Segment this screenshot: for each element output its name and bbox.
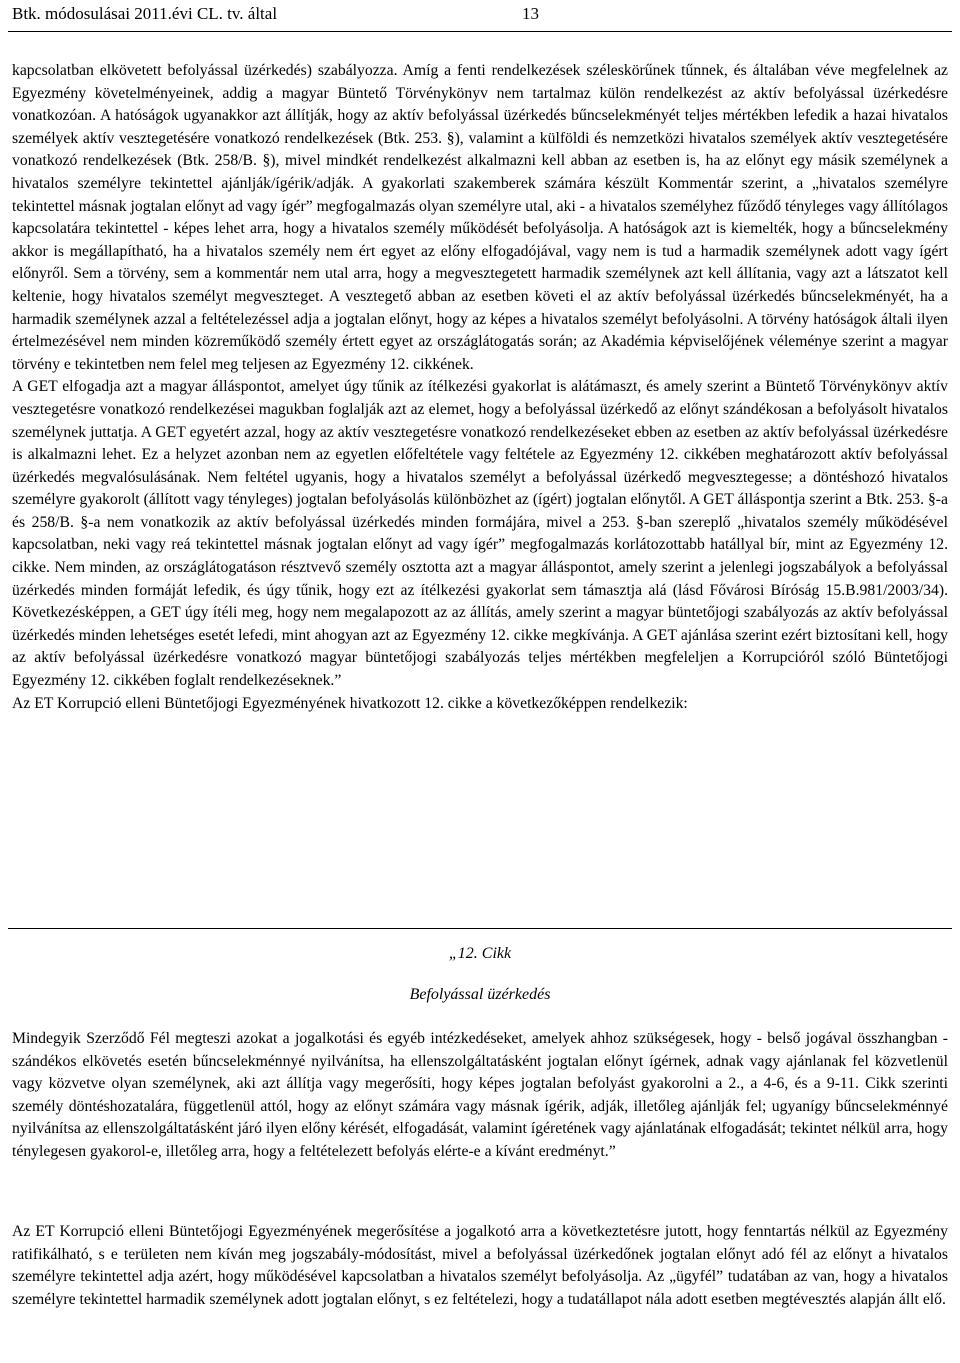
quoted-article [12, 943, 948, 1164]
page-header [12, 4, 948, 24]
paragraph-3: Az ET Korrupció elleni Büntetőjogi Egyezményének hivatkozott 12. cikke a következőképpen rendelkezik: [12, 694, 688, 712]
paragraph-1: kapcsolatban elkövetett befolyással üzérkedés) szabályozza. Amíg a fenti rendelkezések széleskörűnek tűnnek, és általában véve megfelelnek az Egyezmény követelményeinek, addig a magyar Büntető Törvénykönyv nem tartalmaz külön rendelkezést az aktív befolyással üzérkedésre vonatkozóan. A hatóságok ugyanakkor azt állítják, hogy az aktív befolyással üzérkedés bűncselekményét teljes mértékben lefedik a hazai hivatalos személyek aktív vesztegetésére vonatkozó rendelkezések (Btk. 253. §), valamint a külföldi és nemzetközi hivatalos személyek aktív vesztegetésére vonatkozó rendelkezések (Btk. 258/B. §), mivel mindkét rendelkezést alkalmazni kell abban az esetben is, ha az előnyt egy másik személynek a hivatalos személyre tekintettel ajánlják/ígérik/adják. A gyakorlati szakemberek számára készült Kommentár szerint, a „hivatalos személyre tekintettel másnak jogtalan előnyt ad vagy ígér” megfogalmazás olyan személyre utal, aki - a hivatalos személyhez fűződő tényleges vagy állítólagos kapcsolatára tekintettel - képes lehet arra, hogy a hivatalos személy működését befolyásolja. A hatóságok azt is kiemelték, hogy a bűncselekmény akkor is megállapítható, ha a hivatalos személy nem ért egyet az előny elfogadójával, vagy nem is tud a harmadik személynek adott vagy ígért előnyről. Sem a törvény, sem a kommentár nem utal arra, hogy a megvesztegetett harmadik személynek azt kell állítania, vagy azt a látszatot kell keltenie, hogy hivatalos személyt megveszteget. A vesztegető abban az esetben követi el az aktív befolyással üzérkedés bűncselekményét, ha a harmadik személynek azzal a feltételezéssel adja a jogtalan előnyt, hogy az képes a hivatalos személyt befolyásolni. A törvény hatóságok általi ilyen értelmezésével nem minden közreműködő személy értett egyet az országlátogatás során; az Akadémia képviselőjének véleménye szerint a magyar törvény e tekintetben nem felel meg teljesen az Egyezmény 12. cikkének. [12, 62, 948, 373]
page-number: 13 [522, 4, 539, 23]
article-subtitle: Befolyással üzérkedés [409, 986, 551, 1003]
closing-paragraph-block [12, 1221, 948, 1311]
header-title: Btk. módosulásai 2011.évi CL. tv. által [12, 4, 278, 23]
main-text [12, 60, 948, 715]
article-text: Mindegyik Szerződő Fél megteszi azokat a jogalkotási és egyéb intézkedéseket, amelyek ahhoz szükségesek, hogy - belső jogával összhangban - szándékos elkövetés esetén bűncselekménnyé nyilvánítsa, ha ellenszolgáltatásként jogtalan előnyt ígérnek, adnak vagy ajánlanak fel közvetlenül vagy közvetve olyan személynek, aki azt állítja vagy megerősíti, hogy képes jogtalan befolyást gyakorolni a 2., a 4-6, és a 9-11. Cikk szerinti személy döntéshozatalára, függetlenül attól, hogy az előnyt számára vagy másnak ígérik, adják, illetőleg ajánlják fel; ugyanígy bűncselekménnyé nyilvánítsa az ellenszolgáltatásként járó ilyen előny kérését, elfogadását, valamint ígéretének vagy ajánlatának elfogadását; tekintet nélkül arra, hogy ténylegesen gyakorol-e, illetőleg arra, hogy a feltételezett befolyás elérte-e a kívánt eredményt.” [12, 1030, 948, 1160]
article-title: „12. Cikk [448, 945, 512, 962]
closing-paragraph: Az ET Korrupció elleni Büntetőjogi Egyezményének megerősítése a jogalkotó arra a következtetésre jutott, hogy fenntartás nélkül az Egyezmény ratifikálható, s e területen nem kíván meg jogszabály-módosítást, mivel a befolyással üzérkedőnek jogtalan előnyt adó fél az előnyt a hivatalos személyre tekintettel adja azért, hogy működésével kapcsolatban a hivatalos személyt befolyásolja. Az „ügyfél” tudatában az van, hogy a hivatalos személyre tekintettel harmadik személynek adott jogtalan előnyt, s ez feltételezi, hogy a tudatállapot nála adott esetben megtévesztés alapján állt elő. [12, 1223, 948, 1308]
section-divider [8, 928, 952, 929]
header-divider [8, 31, 952, 32]
paragraph-2: A GET elfogadja azt a magyar álláspontot, amelyet úgy tűnik az ítélkezési gyakorlat is alátámaszt, és amely szerint a Büntető Törvénykönyv aktív vesztegetésre vonatkozó rendelkezései magukban foglalják azt az elemet, hogy a befolyással üzérkedő az előnyt szándékosan a befolyásolt hivatalos személynek juttatja. A GET egyetért azzal, hogy az aktív vesztegetésre vonatkozó rendelkezéseket ebben az esetben az aktív befolyással üzérkedésre is alkalmazni lehet. Ez a helyzet azonban nem az egyetlen előfeltétele vagy feltétele az Egyezmény 12. cikkében meghatározott aktív befolyással üzérkedés megvalósulásának. Nem feltétel ugyanis, hogy a hivatalos személyt a befolyással üzérkedő megvesztegesse; a döntéshozó hivatalos személyre gyakorolt (állított vagy tényleges) jogtalan befolyásolás különbözhet az (ígért) jogtalan előnytől. A GET álláspontja szerint a Btk. 253. §-a és 258/B. §-a nem vonatkozik az aktív befolyással üzérkedés minden formájára, mivel a 253. §-ban szereplő „hivatalos személy működésével kapcsolatban, neki vagy reá tekintettel másnak jogtalan előnyt ad vagy ígér” megfogalmazás korlátozottabb hatállyal bír, mint az Egyezmény 12. cikke. Nem minden, az országlátogatáson résztvevő személy osztotta azt a magyar álláspontot, amely szerint a jelenlegi jogszabályok a befolyással üzérkedés minden formáját lefedik, és úgy tűnik, hogy ezt az ítélkezési gyakorlat sem támasztja alá (lásd Fővárosi Bíróság 15.B.981/2003/34). Következésképpen, a GET úgy ítéli meg, hogy nem megalapozott az az állítás, amely szerint a magyar büntetőjogi szabályozás az aktív befolyással üzérkedés minden lehetséges esetét lefedi, mint ahogyan azt az Egyezmény 12. cikke megkívánja. A GET ajánlása szerint ezért biztosítani kell, hogy az aktív befolyással üzérkedésre vonatkozó magyar büntetőjogi szabályozás teljes mértékben megfeleljen a Korrupcióról szóló Büntetőjogi Egyezmény 12. cikkében foglalt rendelkezéseknek.” [12, 378, 948, 690]
